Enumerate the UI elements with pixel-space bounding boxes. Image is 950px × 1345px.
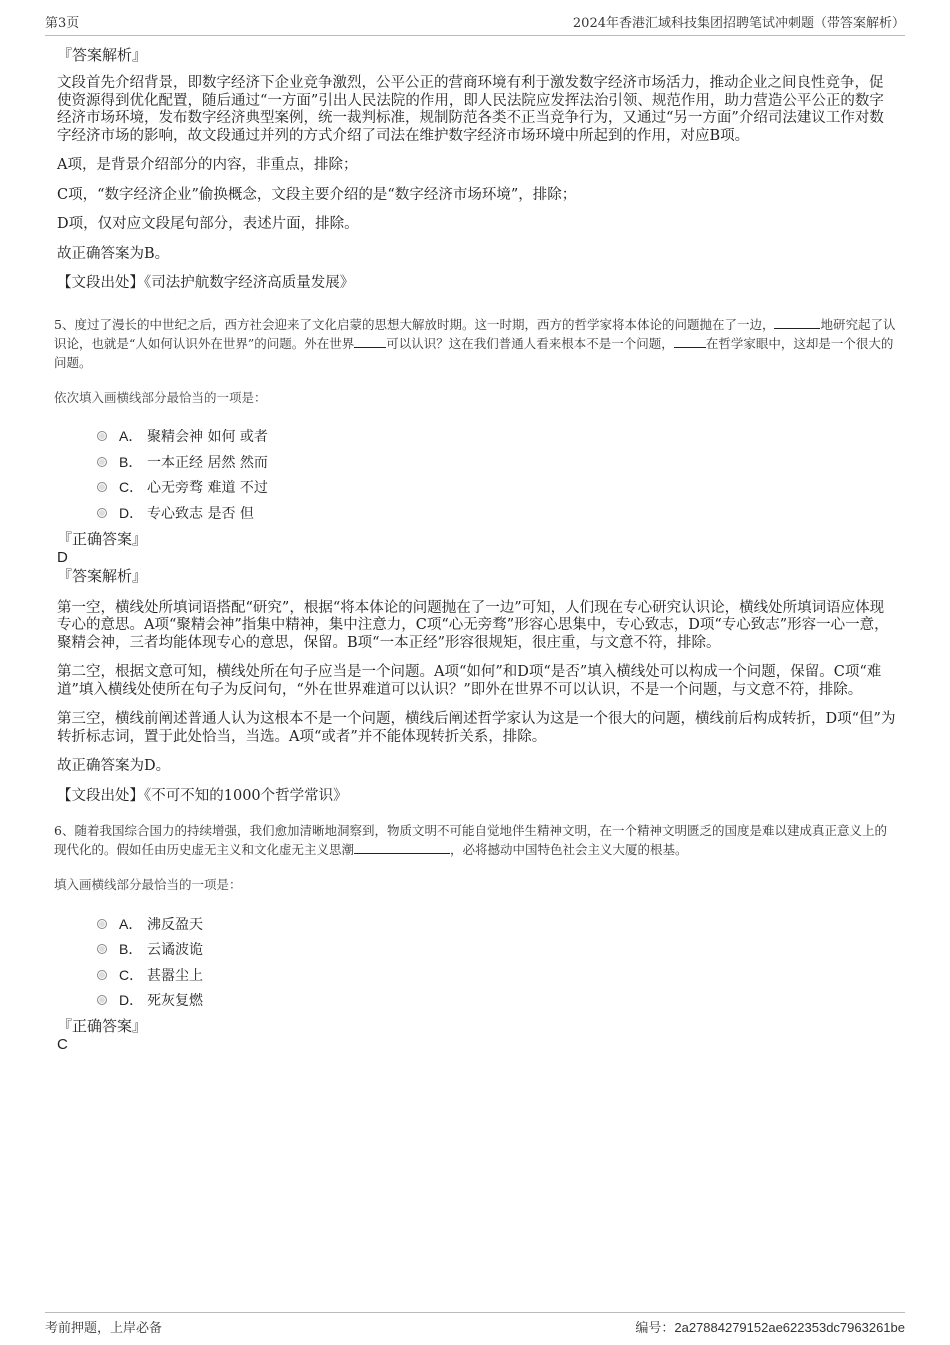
- footer-code-label: 编号：: [635, 1321, 675, 1336]
- q5-text-part: 可以认识？这在我们普通人看来根本不是一个问题，: [386, 335, 674, 351]
- radio-icon[interactable]: [97, 995, 107, 1005]
- q5-text-part: 5、度过了漫长的中世纪之后，西方社会迎来了文化启蒙的思想大解放时期。这一时期，西方的哲学家将本体论的问题抛在了一边，: [54, 316, 775, 332]
- q4-analysis-paragraph: C项，“数字经济企业”偷换概念，文段主要介绍的是“数字经济市场环境”，排除；: [57, 186, 577, 203]
- q5-analysis-paragraph: 第三空，横线前阐述普通人认为这根本不是一个问题，横线后阐述哲学家认为这是一个很大的问题，横线前后构成转折，D项“但”为转折标志词，置于此处恰当，当选。A项“或者”并不能体现转折关系，排除。: [57, 711, 896, 745]
- option-letter: A．: [119, 428, 143, 445]
- option-letter: C．: [119, 479, 144, 496]
- q5-option-c[interactable]: [97, 475, 897, 501]
- q5-analysis-paragraph: 第一空，横线处所填词语搭配“研究”，根据“将本体论的问题抛在了一边”可知，人们现在专心研究认识论，横线处所填词语应体现专心的意思。A项“聚精会神”指集中精神，集中注意力，C项“心无旁骛”形容心思集中，专心致志，D项“专心致志”形容一心一意，聚精会神，三者均能体现专心的意思，保留。B项“一本正经”形容很规矩，很庄重，与文意不符，排除。: [57, 599, 889, 651]
- q4-analysis-paragraph: 文段首先介绍背景，即数字经济下企业竞争激烈，公平公正的营商环境有利于激发数字经济市场活力，推动企业之间良性竞争，促使资源得到优化配置，随后通过“一方面”引出人民法院的作用，即人民法院应发挥法治引领、规范作用，助力营造公平公正的数字经济市场环境，发布数字经济典型案例，统一裁判标准，规制防范各类不正当竞争行为，又通过“另一方面”介绍司法建议工作对数字经济市场的影响，故文段通过并列的方式介绍了司法在维护数字经济市场环境中所起到的作用，对应B项。: [57, 75, 884, 144]
- q6-option-d[interactable]: [97, 988, 897, 1014]
- q5-answer: D: [57, 548, 68, 566]
- blank: [674, 335, 706, 348]
- option-text: 死灰复燃: [147, 993, 203, 1010]
- document-title: 2024年香港汇域科技集团招聘笔试冲刺题（带答案解析）: [572, 16, 905, 31]
- q6-options: [97, 911, 897, 1013]
- q5-options: [97, 424, 897, 526]
- q6-answer: C: [57, 1036, 68, 1053]
- option-text: 专心致志 是否 但: [147, 505, 254, 522]
- radio-icon[interactable]: [97, 919, 107, 929]
- option-letter: A．: [119, 915, 143, 932]
- q5-text-part: 在哲学家眼中，这却是一个很大的问题。: [54, 335, 894, 370]
- q5-option-d[interactable]: [97, 500, 897, 526]
- q6-text-part: 6、随着我国综合国力的持续增强，我们愈加清晰地洞察到，物质文明不可能自觉地伴生精神文明，在一个精神文明匮乏的国度是难以建成真正意义上的现代化的。假如任由历史虚无主义和文化虚无主义思潮: [54, 823, 887, 857]
- q4-source: 【文段出处】《司法护航数字经济高质量发展》: [57, 275, 355, 291]
- q5-answer-label: 『正确答案』: [57, 529, 148, 548]
- page-footer: [45, 1312, 905, 1336]
- option-letter: B．: [119, 453, 143, 470]
- page-header: [45, 12, 905, 36]
- q5-analysis-label: 『答案解析』: [57, 566, 148, 585]
- option-text: 甚嚣尘上: [147, 967, 203, 984]
- q6-answer-label: 『正确答案』: [57, 1017, 148, 1035]
- q4-analysis-paragraph: D项，仅对应文段尾句部分，表述片面，排除。: [57, 216, 359, 232]
- blank: [774, 316, 820, 329]
- radio-icon[interactable]: [97, 457, 107, 467]
- q4-analysis-paragraph: 故正确答案为B。: [57, 245, 170, 262]
- option-text: 云谲波诡: [147, 942, 203, 959]
- footer-code-value: 2a27884279152ae622353dc7963261be: [674, 1320, 905, 1335]
- radio-icon[interactable]: [97, 508, 107, 518]
- q6-option-b[interactable]: [97, 937, 897, 963]
- radio-icon[interactable]: [97, 482, 107, 492]
- q6-prompt: 填入画横线部分最恰当的一项是：: [54, 877, 242, 892]
- q5-text-part: 地研究起了认识论，也就是“人如何认识外在世界”的问题。外在世界: [54, 316, 896, 351]
- option-text: 一本正经 居然 然而: [147, 454, 268, 471]
- option-letter: D．: [119, 992, 144, 1009]
- option-letter: C．: [119, 966, 144, 983]
- q5-prompt: 依次填入画横线部分最恰当的一项是：: [54, 389, 267, 405]
- q5-analysis-paragraph: 第二空，根据文意可知，横线处所在句子应当是一个问题。A项“如何”和D项“是否”填入横线处可以构成一个问题，保留。C项“难道”填入横线处使所在句子为反问句，“外在世界难道可以认识？”即外在世界不可以认识，不是一个问题，与文意不符，排除。: [57, 664, 882, 698]
- q5-source: 【文段出处】《不可不知的1000个哲学常识》: [57, 787, 348, 804]
- option-letter: B．: [119, 941, 143, 958]
- q6-option-c[interactable]: [97, 962, 897, 988]
- option-letter: D．: [119, 504, 144, 521]
- option-text: 沸反盈天: [147, 916, 203, 933]
- q5-option-a[interactable]: [97, 424, 897, 450]
- option-text: 心无旁骛 难道 不过: [147, 480, 268, 497]
- q6-question-text: [54, 821, 897, 859]
- radio-icon[interactable]: [97, 944, 107, 954]
- q4-analysis-label: 『答案解析』: [57, 46, 148, 64]
- q4-analysis-paragraph: A项，是背景介绍部分的内容，非重点，排除；: [57, 157, 358, 173]
- blank: [354, 335, 386, 348]
- blank: [354, 841, 450, 854]
- footer-slogan: 考前押题，上岸必备: [45, 1321, 163, 1336]
- option-text: 聚精会神 如何 或者: [147, 429, 268, 446]
- page-number: 第3页: [45, 16, 80, 31]
- footer-code: [635, 1317, 905, 1336]
- radio-icon[interactable]: [97, 431, 107, 441]
- q6-text-part: ，必将撼动中国特色社会主义大厦的根基。: [450, 842, 688, 857]
- q5-option-b[interactable]: [97, 449, 897, 475]
- page-content: [54, 46, 897, 1054]
- radio-icon[interactable]: [97, 970, 107, 980]
- q6-option-a[interactable]: [97, 911, 897, 937]
- q5-question-text: [54, 315, 897, 372]
- q5-analysis-paragraph: 故正确答案为D。: [57, 758, 171, 774]
